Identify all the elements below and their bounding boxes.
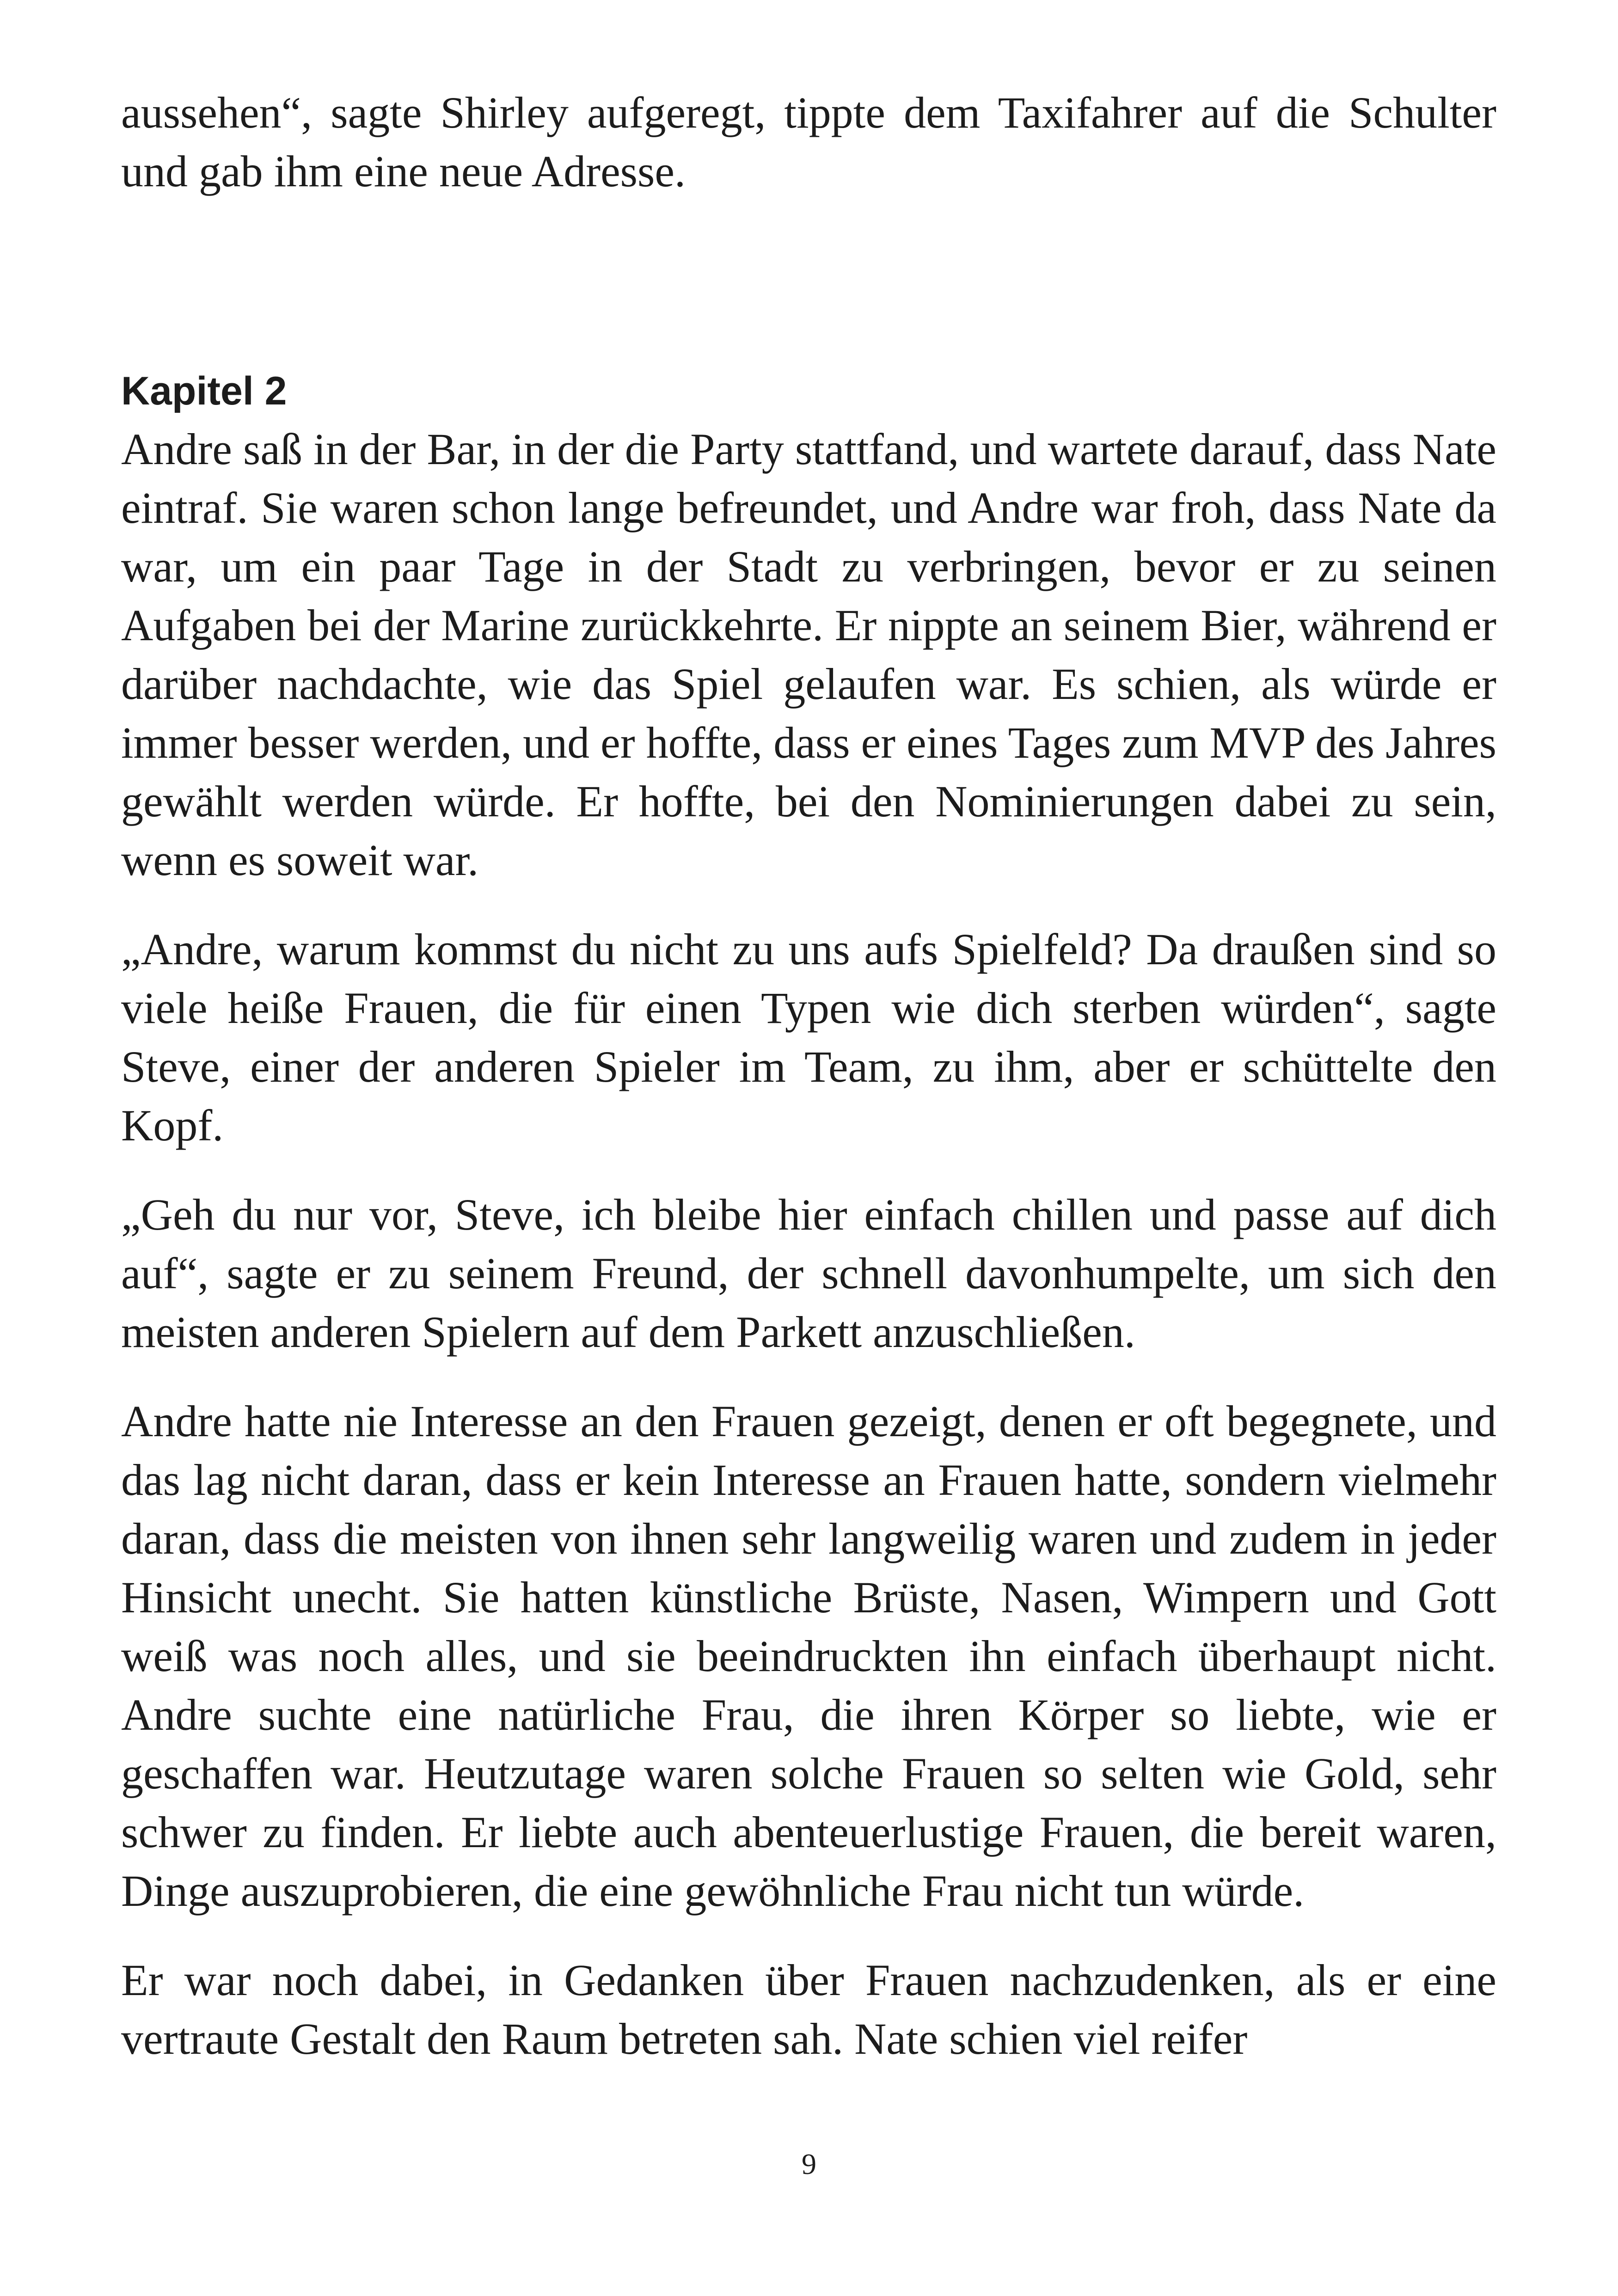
paragraph-3: „Geh du nur vor, Steve, ich bleibe hier einfach chillen und passe auf dich auf“, sagte er zu seinem Freund, der schnell davonhumpelte, um sich den meisten anderen Spielern auf dem Parkett anzuschließen.	[121, 1190, 1496, 1357]
paragraph-1: Andre saß in der Bar, in der die Party stattfand, und wartete darauf, dass Nate eintraf. Sie waren schon lange befreundet, und Andre war froh, dass Nate da war, um ein paar Tage in der Stadt zu verbringen, bevor er zu seinen Aufgaben bei der Marine zurückkehrte. Er nippte an seinem Bier, während er darüber nachdachte, wie das Spiel gelaufen war. Es schien, als würde er immer besser werden, und er hoffte, dass er eines Tages zum MVP des Jahres gewählt werden würde. Er hoffte, bei den Nominierungen dabei zu sein, wenn es soweit war.	[121, 424, 1496, 885]
paragraph-4: Andre hatte nie Interesse an den Frauen gezeigt, denen er oft begegnete, und das lag nicht daran, dass er kein Interesse an Frauen hatte, sondern vielmehr daran, dass die meisten von ihnen sehr langweilig waren und zudem in jeder Hinsicht unecht. Sie hatten künstliche Brüste, Nasen, Wimpern und Gott weiß was noch alles, und sie beeindruckten ihn einfach überhaupt nicht. Andre suchte eine natürliche Frau, die ihren Körper so liebte, wie er geschaffen war. Heutzutage waren solche Frauen so selten wie Gold, sehr schwer zu finden. Er liebte auch abenteuerlustige Frauen, die bereit waren, Dinge auszuprobieren, die eine gewöhnliche Frau nicht tun würde.	[121, 1396, 1496, 1916]
page-number: 9	[802, 2148, 816, 2180]
paragraph-continuation: aussehen“, sagte Shirley aufgeregt, tippte dem Taxifahrer auf die Schulter und gab ihm eine neue Adresse.	[121, 88, 1496, 196]
page-body	[121, 83, 1496, 2068]
paragraph-2: „Andre, warum kommst du nicht zu uns aufs Spielfeld? Da draußen sind so viele heiße Frauen, die für einen Typen wie dich sterben würden“, sagte Steve, einer der anderen Spieler im Team, zu ihm, aber er schüttelte den Kopf.	[121, 925, 1496, 1150]
chapter-heading: Kapitel 2	[121, 369, 287, 413]
paragraph-5: Er war noch dabei, in Gedanken über Frauen nachzudenken, als er eine vertraute Gestalt den Raum betreten sah. Nate schien viel reifer	[121, 1955, 1496, 2063]
